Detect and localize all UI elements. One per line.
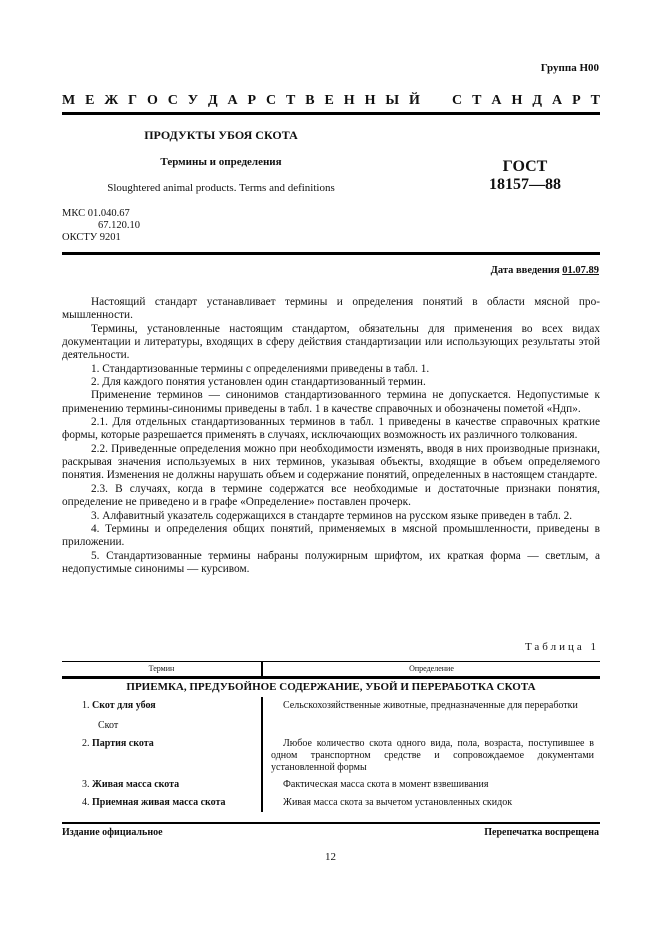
gost-designation bbox=[470, 158, 580, 194]
table-row bbox=[62, 797, 600, 809]
mks-code-2: 67.120.10 bbox=[98, 220, 140, 231]
group-label: Группа Н00 bbox=[540, 62, 599, 74]
letter: С bbox=[167, 93, 178, 108]
letter: А bbox=[227, 93, 238, 108]
letter: А bbox=[551, 93, 563, 108]
definition-cell bbox=[261, 779, 600, 791]
header-rule bbox=[62, 112, 600, 115]
table-row bbox=[62, 738, 600, 774]
okstu-code: ОКСТУ 9201 bbox=[62, 232, 121, 243]
column-header-definition: Определение bbox=[409, 664, 454, 673]
definition-cell bbox=[261, 700, 600, 732]
table-section-title: ПРИЕМКА, ПРЕДУБОЙНОЕ СОДЕРЖАНИЕ, УБОЙ И ПЕРЕРАБОТКА СКОТА bbox=[126, 681, 536, 693]
letter: В bbox=[305, 93, 315, 108]
reprint-prohibited-label: Перепечатка воспрещена bbox=[484, 827, 599, 838]
column-header-term: Термин bbox=[148, 664, 175, 673]
letter: Г bbox=[128, 93, 138, 108]
letter: Й bbox=[409, 93, 420, 108]
term-name: Партия скота bbox=[92, 738, 154, 749]
letter: С bbox=[452, 93, 463, 108]
letter: Н bbox=[511, 93, 523, 108]
term-name: Скот для убоя bbox=[92, 700, 156, 711]
term-short-form: Скот bbox=[98, 720, 119, 731]
document-subtitle: Термины и определения bbox=[160, 156, 282, 168]
definition-text: Любое количество скота одного вида, пола, возраста, поступившее в одном транспортном средстве и сопровождаемое документами установленной формы bbox=[271, 738, 594, 773]
body-text bbox=[62, 296, 600, 576]
interstate-word bbox=[62, 93, 420, 109]
paragraph: 2.2. Приведенные определения можно при необходимости изменять, вводя в них производные признаки, раскрывая значения используемых в них терминов, указывая объекты, входящие в объем определяемого понятия. Изменения не должны нарушать объем и содержание понятий, определенных в настоящем стандарте. bbox=[62, 442, 600, 482]
gost-label: ГОСТ bbox=[502, 158, 548, 175]
letter: Т bbox=[286, 93, 296, 108]
letter: М bbox=[62, 93, 76, 108]
intro-date-label: Дата введения bbox=[490, 265, 560, 276]
definition-text: Сельскохозяйственные животные, предназначенные для переработки bbox=[283, 700, 578, 711]
paragraph: Применение терминов — синонимов стандартизованного термина не допускается. Недопустимые к применению термины-синонимы приведены в табл. 1 в качестве справочных и обозначены пометой «Ндп». bbox=[62, 389, 600, 415]
paragraph: 2.1. Для отдельных стандартизованных терминов в табл. 1 приведены в качестве справочных краткие формы, которые разрешается применять в случаях, исключающих возможность их различного толкования. bbox=[62, 416, 600, 442]
table-row bbox=[62, 700, 600, 732]
table-row bbox=[62, 779, 600, 791]
table-header-rule bbox=[62, 676, 600, 679]
letter: Ж bbox=[104, 93, 119, 108]
term-cell bbox=[62, 700, 261, 732]
term-cell bbox=[62, 797, 261, 809]
paragraph: Термины, установленные настоящим стандартом, обязательны для применения во всех видах документации и литературы, входящих в сферу действия стандартизации или использующих результаты этой деятельности. bbox=[62, 322, 600, 362]
term-number: 3. bbox=[82, 779, 90, 790]
paragraph: 5. Стандартизованные термины набраны полужирным шрифтом, их краткая форма — светлым, а недопустимые синонимы — курсивом. bbox=[62, 549, 600, 575]
document-title: ПРОДУКТЫ УБОЯ СКОТА bbox=[144, 128, 298, 142]
letter: У bbox=[187, 93, 199, 108]
letter: О bbox=[146, 93, 158, 108]
table-header bbox=[62, 662, 600, 676]
definition-cell bbox=[261, 797, 600, 809]
paragraph: 1. Стандартизованные термины с определениями приведены в табл. 1. bbox=[91, 362, 430, 375]
paragraph: 2.3. В случаях, когда в термине содержатся все необходимые и достаточные признаки понятия, определение не приведено и в графе «Определение» поставлен прочерк. bbox=[62, 482, 600, 509]
letter: Н bbox=[364, 93, 376, 108]
paragraph: 4. Термины и определения общих понятий, применяемых в мясной промышленности, приведены в приложении. bbox=[62, 522, 600, 549]
classification-codes bbox=[62, 208, 140, 244]
term-name: Приемная живая масса скота bbox=[92, 797, 226, 808]
letter: Е bbox=[85, 93, 95, 108]
document-title-english: Sloughtered animal products. Terms and definitions bbox=[107, 182, 335, 194]
interstate-standard-heading bbox=[62, 93, 600, 109]
codes-rule bbox=[62, 252, 600, 255]
letter: Ы bbox=[385, 93, 400, 108]
definition-cell bbox=[261, 738, 600, 774]
table-caption: Таблица 1 bbox=[524, 641, 599, 653]
paragraph: Настоящий стандарт устанавливает термины и определения понятий в области мясной промышленности. bbox=[62, 296, 600, 322]
standard-word bbox=[452, 93, 600, 109]
mks-code: МКС 01.040.67 bbox=[62, 208, 130, 219]
term-number: 4. bbox=[82, 797, 90, 808]
letter: Д bbox=[207, 93, 218, 108]
gost-number: 18157—88 bbox=[489, 176, 561, 193]
introduction-date bbox=[491, 265, 599, 276]
term-number: 1. bbox=[82, 700, 90, 711]
letter: Р bbox=[247, 93, 257, 108]
letter: Д bbox=[532, 93, 542, 108]
paragraph: 3. Алфавитный указатель содержащихся в стандарте терминов на русском языке приведен в табл. 2. bbox=[91, 509, 573, 522]
paragraph: 2. Для каждого понятия установлен один стандартизованный термин. bbox=[91, 376, 426, 389]
letter: Е bbox=[324, 93, 334, 108]
term-cell bbox=[62, 738, 261, 774]
letter: С bbox=[266, 93, 277, 108]
letter: Р bbox=[572, 93, 581, 108]
term-cell bbox=[62, 779, 261, 791]
term-number: 2. bbox=[82, 738, 90, 749]
letter: Т bbox=[590, 93, 600, 108]
definition-text: Живая масса скота за вычетом установленных скидок bbox=[283, 797, 513, 808]
footer-rule bbox=[62, 822, 600, 824]
letter: Н bbox=[343, 93, 355, 108]
definition-text: Фактическая масса скота в момент взвешивания bbox=[283, 779, 489, 790]
official-edition-label: Издание официальное bbox=[62, 827, 163, 838]
term-name: Живая масса скота bbox=[92, 779, 180, 790]
intro-date-value: 01.07.89 bbox=[562, 265, 599, 276]
letter: А bbox=[491, 93, 502, 108]
page-number: 12 bbox=[325, 851, 336, 863]
letter: Т bbox=[472, 93, 482, 108]
